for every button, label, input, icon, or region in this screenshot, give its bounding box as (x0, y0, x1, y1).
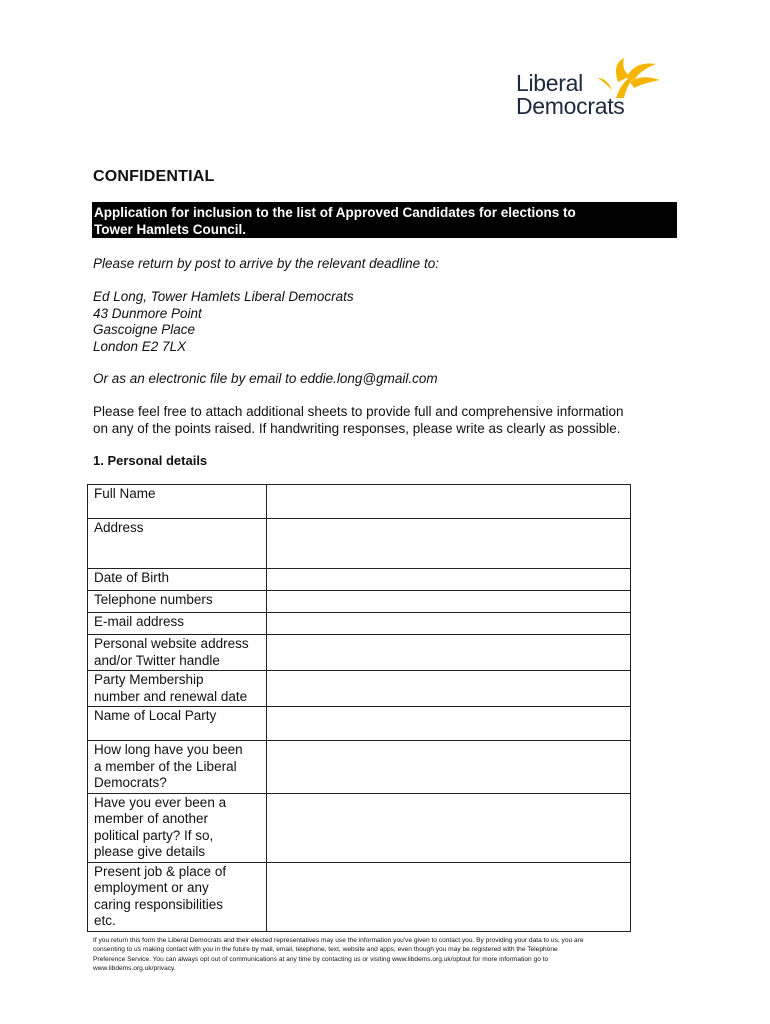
field-label-line: a member of the Liberal (94, 758, 237, 774)
application-banner (92, 202, 677, 238)
table-row (88, 793, 631, 862)
postal-address (93, 289, 354, 355)
logo-line-1: Liberal (516, 70, 583, 96)
section-title: 1. Personal details (93, 453, 208, 468)
field-label-line: Date of Birth (94, 570, 170, 585)
field-label-line: member of another (94, 811, 209, 826)
field-label (88, 793, 267, 862)
field-value-input[interactable] (267, 741, 630, 758)
field-label-line: number and renewal date (94, 688, 248, 704)
field-label-line: How long have you been (94, 742, 243, 757)
field-label-line: Have you ever been a (94, 794, 227, 810)
field-label-line: Democrats? (94, 775, 167, 790)
field-value-input[interactable] (267, 863, 630, 880)
field-label (88, 741, 267, 794)
table-row (88, 671, 631, 707)
field-value-input[interactable] (267, 794, 630, 811)
field-value-input[interactable] (267, 635, 630, 652)
address-line: Gascoigne Place (93, 322, 196, 337)
field-label (88, 569, 267, 591)
address-line: London E2 7LX (93, 338, 187, 354)
field-value-cell[interactable] (267, 485, 631, 519)
field-value-cell[interactable] (267, 671, 631, 707)
page-title: CONFIDENTIAL (93, 168, 215, 185)
field-label-line: E-mail address (94, 614, 185, 629)
table-row (88, 591, 631, 613)
field-value-input[interactable] (267, 591, 630, 608)
instructions-paragraph (93, 404, 624, 437)
field-label-line: Full Name (94, 486, 156, 501)
table-row (88, 707, 631, 741)
field-value-cell[interactable] (267, 862, 631, 931)
field-label-line: political party? If so, (94, 827, 214, 843)
return-note: Please return by post to arrive by the relevant deadline to: (93, 256, 439, 271)
footer-line-3: Preference Service. You can always opt out of communications at any time by contacting us or visiting www.libdems.org.uk/optout for more information go to (93, 955, 549, 963)
field-value-input[interactable] (267, 485, 630, 502)
privacy-footer (93, 936, 673, 973)
field-label-line: please give details (94, 844, 206, 859)
field-value-cell[interactable] (267, 635, 631, 671)
footer-line-4: www.libdems.org.uk/privacy. (93, 964, 176, 972)
field-value-cell[interactable] (267, 519, 631, 569)
banner-line-1: Application for inclusion to the list of Approved Candidates for elections to (94, 205, 576, 220)
field-label (88, 591, 267, 613)
field-label-line: etc. (94, 913, 116, 928)
field-label (88, 485, 267, 519)
field-label-line: and/or Twitter handle (94, 652, 220, 668)
personal-details-table (87, 484, 631, 932)
field-value-cell[interactable] (267, 569, 631, 591)
table-row (88, 485, 631, 519)
email-note: Or as an electronic file by email to eddie.long@gmail.com (93, 371, 438, 386)
logo-line-2: Democrats (516, 93, 625, 119)
field-label-line: Present job & place of (94, 863, 227, 879)
table-row (88, 613, 631, 635)
address-line: Ed Long, Tower Hamlets Liberal Democrats (93, 289, 354, 304)
field-value-input[interactable] (267, 519, 630, 536)
field-label-line: Personal website address (94, 636, 249, 651)
liberal-democrats-logo (512, 56, 662, 124)
instructions-line-2: on any of the points raised. If handwriting responses, please write as clearly as possible. (93, 420, 621, 436)
table-row (88, 569, 631, 591)
table-row (88, 635, 631, 671)
footer-line-2: consenting to us making contact with you in the future by mail, email, telephone, text, website and apps, even though you may be registered with the Telephone (93, 946, 558, 954)
logo-wordmark (516, 72, 625, 118)
field-value-cell[interactable] (267, 741, 631, 794)
field-value-input[interactable] (267, 671, 630, 688)
field-label-line: employment or any (94, 880, 209, 895)
field-label-line: Address (94, 520, 144, 535)
field-label (88, 519, 267, 569)
instructions-line-1: Please feel free to attach additional sheets to provide full and comprehensive information (93, 404, 624, 419)
field-label (88, 671, 267, 707)
field-value-cell[interactable] (267, 591, 631, 613)
field-value-input[interactable] (267, 613, 630, 630)
banner-line-2: Tower Hamlets Council. (94, 222, 247, 237)
field-label (88, 862, 267, 931)
field-label (88, 707, 267, 741)
table-row (88, 741, 631, 794)
field-label-line: Name of Local Party (94, 708, 217, 723)
field-value-cell[interactable] (267, 707, 631, 741)
footer-line-1: If you return this form the Liberal Democrats and their elected representatives may use the information you've given to contact you. By providing your data to us, you are (93, 937, 584, 944)
field-value-input[interactable] (267, 569, 630, 586)
field-value-input[interactable] (267, 707, 630, 724)
field-label-line: Telephone numbers (94, 592, 213, 607)
field-label (88, 635, 267, 671)
table-row (88, 862, 631, 931)
field-label-line: Party Membership (94, 672, 204, 687)
field-value-cell[interactable] (267, 613, 631, 635)
field-label-line: caring responsibilities (94, 896, 224, 912)
table-row (88, 519, 631, 569)
field-value-cell[interactable] (267, 793, 631, 862)
address-line: 43 Dunmore Point (93, 305, 202, 321)
field-label (88, 613, 267, 635)
